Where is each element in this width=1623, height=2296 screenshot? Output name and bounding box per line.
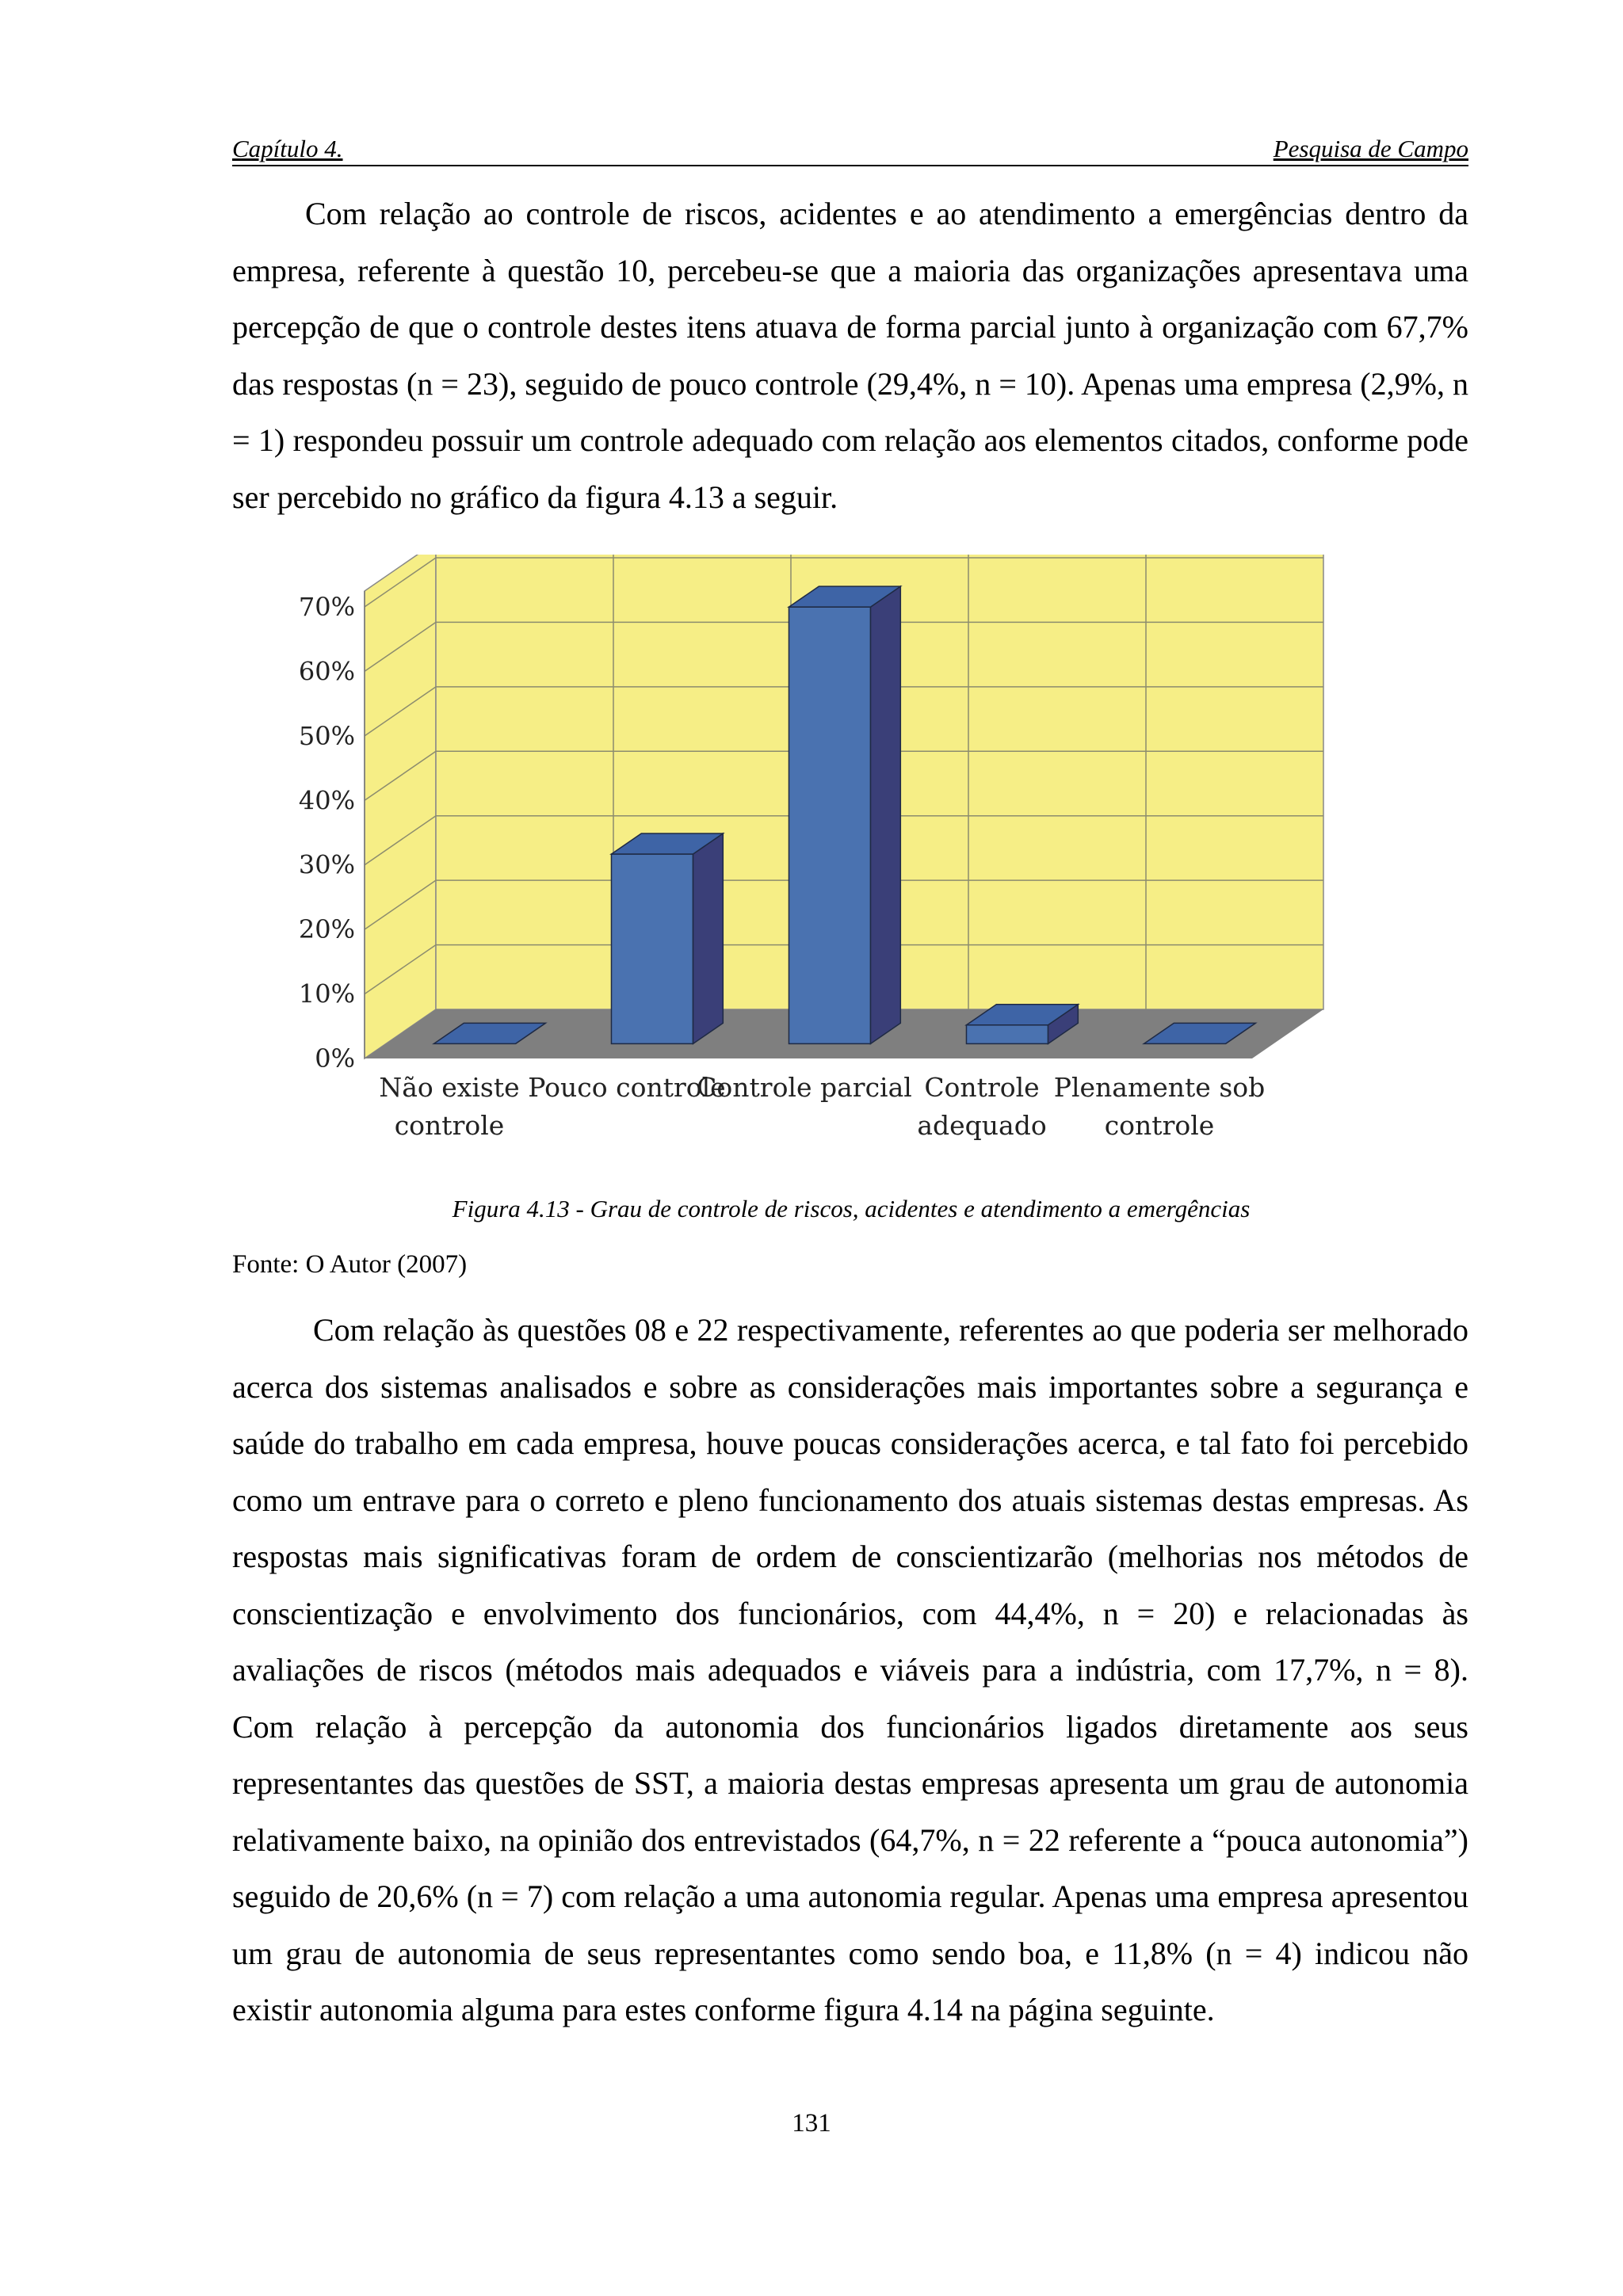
bar-front xyxy=(789,607,870,1043)
y-tick-label: 30% xyxy=(298,849,355,880)
y-tick-label: 10% xyxy=(298,978,355,1009)
x-category-label: controle xyxy=(394,1110,505,1141)
bar-chart xyxy=(269,555,1426,1180)
paragraph-intro: Com relação ao controle de riscos, acidentes e ao atendimento a emergências dentro da empresa, referente à questão 10, percebeu-se que a maioria das organizações apresentava uma percepção de que o controle destes itens atuava de forma parcial junto à organização com 67,7% das respostas (n = 23), seguido de pouco controle (29,4%, n = 10). Apenas uma empresa (2,9%, n = 1) respondeu possuir um controle adequado com relação aos elementos citados, conforme pode ser percebido no gráfico da figura 4.13 a seguir. xyxy=(232,196,1468,515)
figure-caption: Figura 4.13 - Grau de controle de riscos, acidentes e atendimento a emergências xyxy=(452,1195,1251,1222)
running-header xyxy=(232,133,1468,166)
x-category-label: adequado xyxy=(917,1110,1047,1141)
bar-side xyxy=(693,833,724,1043)
x-category-label: Não existe xyxy=(379,1072,520,1103)
page-number: 131 xyxy=(792,2109,831,2138)
paragraph-body: Com relação às questões 08 e 22 respectivamente, referentes ao que poderia ser melhorado acerca dos sistemas analisados e sobre as considerações mais importantes sobre a segurança e saúde do trabalho em cada empresa, houve poucas considerações acerca, e tal fato foi percebido como um entrave para o correto e pleno funcionamento dos atuais sistemas destas empresas. As respostas mais significativas foram de ordem de conscientizarão (melhorias nos métodos de conscientização e envolvimento dos funcionários, com 44,4%, n = 20) e relacionadas às avaliações de riscos (métodos mais adequados e viáveis para a indústria, com 17,7%, n = 8). Com relação à percepção da autonomia dos funcionários ligados diretamente aos seus representantes das questões de SST, a maioria destas empresas apresenta um grau de autonomia relativamente baixo, na opinião dos entrevistados (64,7%, n = 22 referente a “pouca autonomia”) seguido de 20,6% (n = 7) com relação a uma autonomia regular. Apenas uma empresa apresentou um grau de autonomia de seus representantes como sendo boa, e 11,8% (n = 4) indicou não existir autonomia alguma para estes conforme figura 4.14 na página seguinte. xyxy=(232,1312,1468,2027)
y-tick-label: 0% xyxy=(315,1043,355,1074)
figure-source: Fonte: O Autor (2007) xyxy=(232,1250,468,1279)
x-category-label: Plenamente sob xyxy=(1053,1072,1266,1103)
figure-chart xyxy=(269,555,1426,1180)
chapter-label: Capítulo 4. xyxy=(232,135,343,162)
x-category-label: controle xyxy=(1104,1110,1215,1141)
section-label: Pesquisa de Campo xyxy=(1273,135,1468,162)
bar-side xyxy=(871,586,901,1043)
x-category-label: Pouco controle xyxy=(528,1072,726,1103)
y-tick-label: 70% xyxy=(298,592,355,622)
x-category-label: Controle parcial xyxy=(697,1072,912,1103)
bar-front xyxy=(611,854,693,1043)
y-tick-label: 40% xyxy=(298,785,355,816)
x-category-label: Controle xyxy=(924,1072,1040,1103)
y-tick-label: 20% xyxy=(298,914,355,945)
y-tick-label: 60% xyxy=(298,656,355,687)
y-tick-label: 50% xyxy=(298,720,355,751)
bar-front xyxy=(966,1025,1048,1044)
